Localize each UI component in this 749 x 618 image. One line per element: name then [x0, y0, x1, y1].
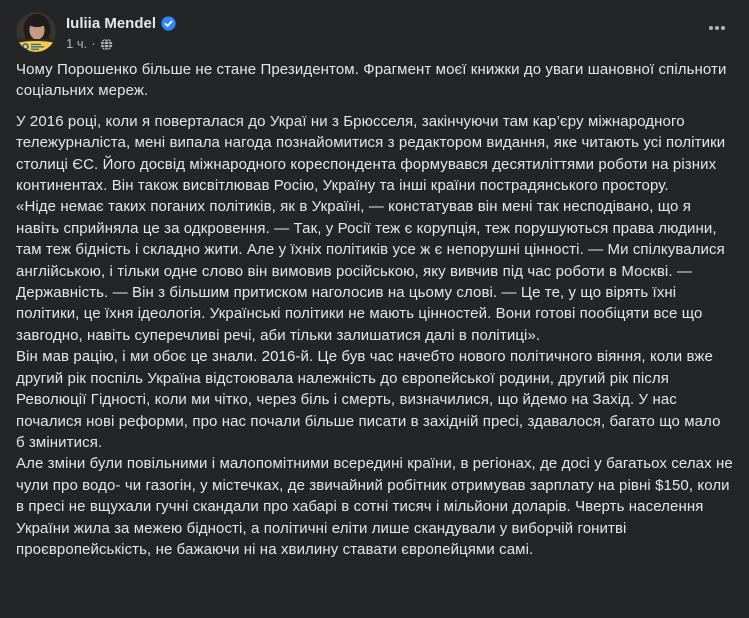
avatar[interactable] — [16, 12, 56, 52]
three-dots-icon — [707, 18, 727, 38]
author-name[interactable]: Iuliia Mendel — [66, 15, 157, 32]
separator-dot: · — [91, 36, 96, 51]
globe-icon — [100, 38, 113, 51]
post-paragraph: Він мав рацію, і ми обоє це знали. 2016-й. Це був час начебто нового політичного віяння, коли вже другий рік поспіль Україна відстоювала належність до європейської родини, другий рік після Революції Гідності, коли ми чітко, через біль і смерть, визначилися, що йдемо на Захід. У нас почалися нові реформи, про нас почали більше писати в західній пресі, здавалося, багато що мало б змінитися. — [16, 348, 721, 451]
timestamp[interactable]: 1 ч. — [66, 36, 88, 51]
post-paragraph: «Ніде немає таких поганих політиків, як в Україні, — констатував він мені так несподівано, що я навіть сприйняла це за одкровення. — Так, у Росії теж є корупція, теж порушуються права людини, там теж бідність і складно жити. Але у їхніх політиків усе ж є непорушні цінності. — Ми спілкувалися англійською, і тільки одне слово він вимовив російською, яку вивчив під час роботи в Москві. — Державність. — Він з більшим притиском наголосив на цьому слові. — Це те, у що вірять їхні політики, це їхня ідеологія. Українські політики не мають цінностей. Вони готові пообіцяти все що завгодно, навіть суперечливі речі, аби тільки залишатися далі в політиці». — [16, 198, 725, 344]
post-paragraph: У 2016 році, коли я поверталася до Украї ни з Брюсселя, закінчуючи там кар’єру міжнародного тележурналіста, мені випала нагода познайомитися з редактором видання, яке читають усі політики столиці ЄС. Його досвід міжнародного кореспондента формувався десятиліттями роботи на різних континентах. Він також висвітлював Росію, Україну та інші країни пострадянського простору. — [16, 112, 726, 195]
more-options-button[interactable] — [701, 12, 733, 44]
post-text — [0, 52, 749, 574]
avatar-image — [16, 12, 56, 52]
post-header — [0, 0, 749, 52]
post-paragraph: Чому Порошенко більше не стане Президентом. Фрагмент моєї книжки до уваги шановної спільноти соціальних мереж. — [16, 61, 727, 100]
post-meta-block — [66, 12, 701, 52]
post-subheader — [66, 36, 701, 52]
post-paragraph: проєвропейськість, не бажаючи ні на хвилину ставати європейцями самі. — [16, 540, 534, 558]
verified-badge-icon — [161, 16, 176, 31]
post-paragraph: Але зміни були повільними і малопомітними всередині країни, в регіонах, де досі у багатьох селах не чули про водо- чи газогін, у містечках, де звичайний робітник отримував зарплату на рівні $150, коли в пресі не вщухали гучні скандали про хабарі в сотні тисяч і мільйони доларів. Чверть населення України жила за межею бідності, а політичні еліти лише скандували у виборчій гонитві — [16, 455, 733, 537]
